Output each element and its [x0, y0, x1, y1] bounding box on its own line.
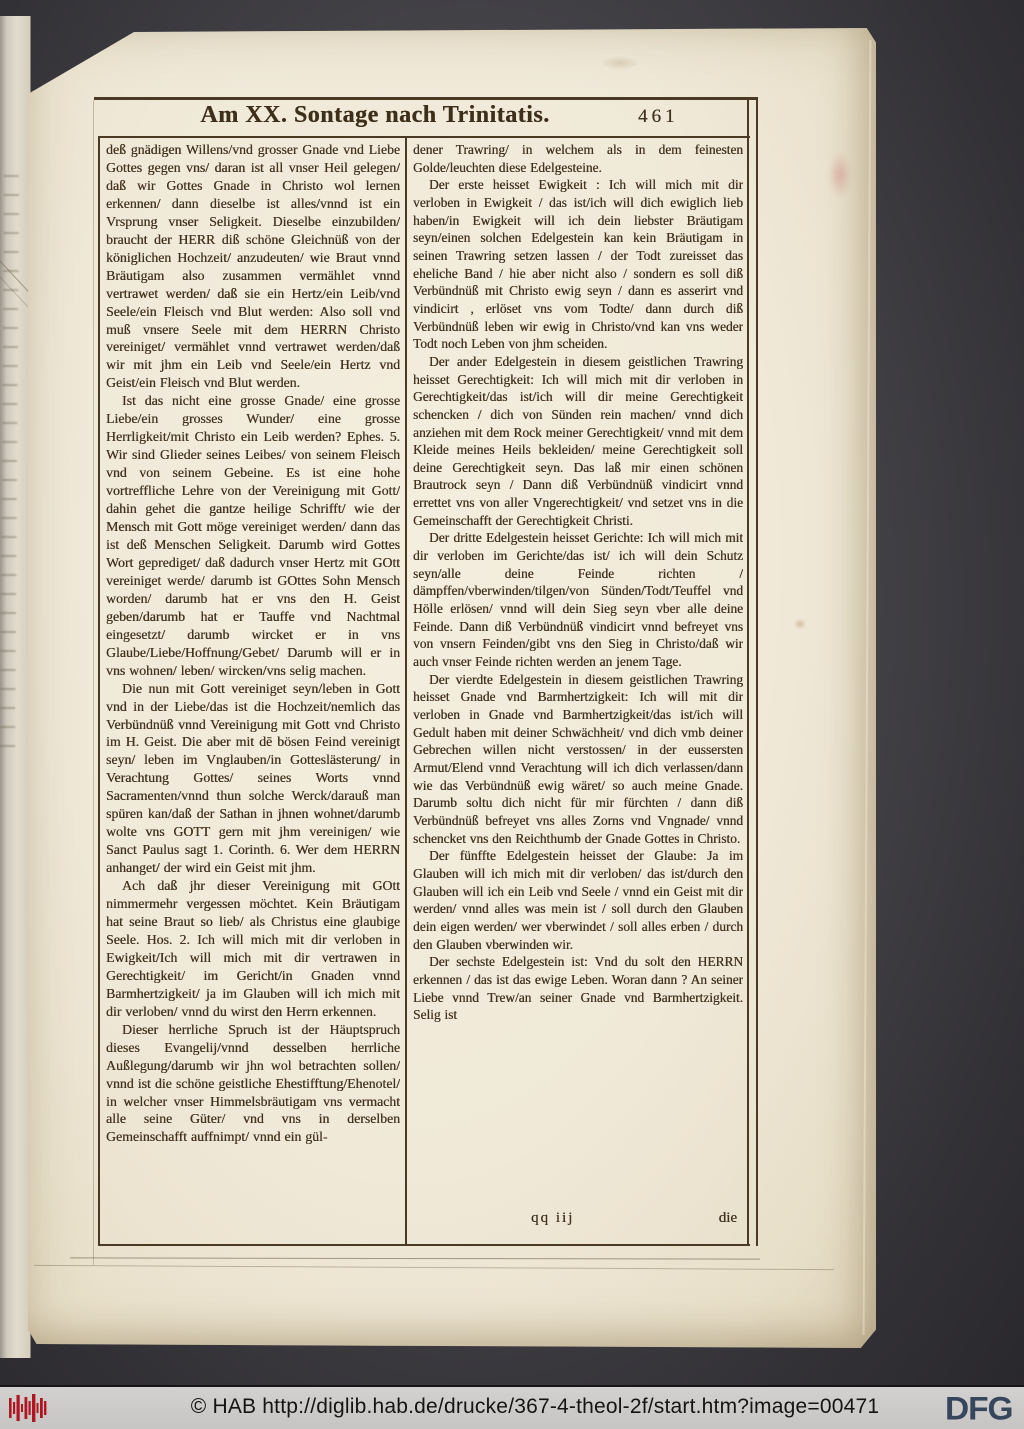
column-divider-rule — [405, 136, 407, 1246]
paragraph: Der erste heisset Ewigkeit : Ich will mich mit dir verloben in Ewigkeit / das ist/ich will dich ewiglich lieb haben/in Ewigkeit will ich dein liebster Bräutigam seyn/einen solchen Edelgestein kan kein Bräutigam in seinen Trawring setzen lassen / der Todt zureisset das eheliche Band / hie aber nicht also / sondern es soll diß Verbündnüß mit Christo ewig seyn / dann es asserirt vnd vindicirt , erlöset vns vom Todte/ dann durch diß Verbündnüß leben wir ewig in Christo/vnd kan vns weder Todt noch Leben von jhm scheiden. — [413, 177, 743, 352]
paragraph: Dieser herrliche Spruch ist der Häuptspruch dieses Evangelij/vnnd desselben herrliche Außlegung/darumb wir jhn wol betrachten sollen/ vnnd ist die schöne geistliche Ehestifftung/Ehenotel/ in welcher vnser Himmelsbräutigam vns vermacht alle seine Güter/ vnd vns in derselben Gemeinschafft auffnimpt/ vnnd ein gül- — [106, 1021, 400, 1145]
dfg-logo: DFG — [944, 1390, 1012, 1427]
paragraph: deß gnädigen Willens/vnd grosser Gnade vnd Liebe Gottes gegen vns/ daran ist all vnser Heil gelegen/ daß wir Gottes Gnade in Christo wol lernen erkennen/ dann dieselbe ist alles/vnnd ist ein Vrsprung vnser Seligkeit. Dieselbe einzubilden/ braucht der HERR diß schöne Gleichnüß von der königlichen Hochzeit/ anzudeuten/ wie Braut vnnd Bräutigam also zusammen vermählet vnnd vertrawet werden/ daß sie ein Hertz/ein Leib/vnd Seele/ein Fleisch vnd Blut werden: Also soll vnd muß vnsere Seele mit dem HERRN Christo vereiniget/ vermählet vnnd vertrawet werden/daß wir mit jhm ein Leib vnd Seele/ein Hertz vnd Geist/ein Fleisch vnd Blut werden. — [106, 142, 400, 391]
paragraph: Der fünffte Edelgestein heisset der Glaube: Ja im Glauben will ich mich mit dir verloben/ das ist/durch den Glauben will ich ein Leib vnd Seele / vnnd ein Geist mit dir werden/ vnnd alles was mein ist / soll durch den Glauben dein eigen werden/ wer vberwindet / soll alles erben / durch den Glauben vberwinden wir. — [413, 848, 743, 952]
page-title: Am XX. Sontage nach Trinitatis. — [200, 102, 550, 128]
paper-stain — [828, 152, 852, 198]
text-column-left — [106, 141, 400, 1243]
page-fold-line — [93, 100, 94, 1265]
hab-barcode-icon — [8, 1392, 50, 1424]
frame-left-rule — [98, 136, 100, 1246]
frame-top-rule — [98, 136, 750, 138]
catchword: die — [718, 1209, 737, 1226]
paragraph: Ach daß jhr dieser Vereinigung mit GOtt nimmermehr vergessen möchtet. Kein Bräutigam hat seine Braut so lieb/ als Christus eine glaubige Seele. Hos. 2. Ich will mich mit dir verloben in Ewigkeit/Ich will mich mit dir vertrawen in Gerechtigkeit/ im Gericht/in Gnaden vnnd Barmhertzigkeit/ ja im Glauben will ich mich mit dir verloben/ vnnd du wirst den Herrn erkennen. — [106, 878, 400, 1019]
page-number: 461 — [638, 106, 679, 127]
paragraph: Ist das nicht eine grosse Gnade/ eine grosse Liebe/ein grosses Wunder/ eine grosse Herrligkeit/mit Christo ein Leib werden? Ephes. 5. Wir sind Glieder seines Leibes/ von seinem Fleisch vnd von seinem Gebeine. Es ist eine hohe vortreffliche Lehre von der Vereinigung mit Gott/ dahin gehet die gantze heilige Schrifft/ wie der Mensch mit Gott möge vereiniget werden/ dann das ist deß Menschen Seligkeit. Darumb wird Gottes Wort geprediget/ daß dadurch vnser Hertz mit GOtt vereiniget werde/ darumb ist GOttes Sohn Mensch worden/ darumb hat er vns den H. Geist geben/darumb hat er Tauffe vnd Nachtmal eingesetzt/ darumb wircket er in vns Glaube/Liebe/Hoffnung/Gebet/ Darumb will er in vns wohnen/ leben/ wircken/vns selig machen. — [106, 393, 400, 678]
footer-bar — [0, 1385, 1024, 1429]
frame-bottom-rule — [98, 1244, 750, 1246]
gathering-signature: qq iij — [531, 1209, 575, 1226]
signature-line — [413, 1206, 743, 1230]
paragraph: Der dritte Edelgestein heisset Gerichte: Ich will mich mit dir verloben im Gerichte/das ist/ ich will dein Schutz seyn/alle deine Feinde richten / dämpffen/vberwinden/tilgen/von Sünden/Todt/Teuffel vnd Hölle erlösen/ vnnd will dein Sieg seyn vber alle deine Feinde. Dann diß Verbündnüß vindicirt vnnd befreyet vns von vnsern Feinden/gibt vns den Sieg in Christo/daß wir auch vnser Feinde richten werden an jenem Tage. — [413, 530, 743, 670]
paper-stain — [793, 618, 807, 630]
copyright-url-text: © HAB http://diglib.hab.de/drucke/367-4-theol-2f/start.htm?image=00471 — [190, 1395, 880, 1418]
paragraph: Der ander Edelgestein in diesem geistlichen Trawring heisset Gerechtigkeit: Ich will mich mit dir verloben in Gerechtigkeit/das ist/ich will dir meine Gerechtigkeit schencken / dich von Sünden rein machen/ vnnd dich anziehen mit dem Rock meiner Gerechtigkeit/ vnnd mit dem Kleide meines Heils bekleiden/ meine Gerechtigkeit soll deine Gerechtigkeit seyn. Das laß mir einen schönen Brautrock seyn / Dann diß Verbündnüß vindicirt vnnd errettet vns von aller Vngerechtigkeit/ vnd setzet vns in die Gemeinschafft der Gerechtigkeit Christi. — [413, 353, 743, 528]
paragraph: Die nun mit Gott vereiniget seyn/leben in Gott vnd in der Liebe/das ist die Hochzeit/nemlich das Verbündnüß vnnd Vereinigung mit Gott vnd Christo im H. Geist. Die aber mit dē bösen Feind vereinigt seyn/ leben im Vnglauben/in Gotteslästerung/ in Verachtung Gottes/ seines Worts vnnd Sacramenten/vnnd thun solche Werck/darauß man spüren kan/daß der Sathan in jhnen wohnet/darumb wolte vns GOTT gern mit jhm vereinigen/ wie Sanct Paulus sagt 1. Corinth. 6. Wer dem HERRN anhanget/ der wird ein Geist mit jhm. — [106, 680, 400, 876]
frame-outer-right-rule — [756, 97, 758, 1246]
text-column-right — [413, 141, 743, 1204]
paragraph: Der vierdte Edelgestein in diesem geistlichen Trawring heisset Gnade vnd Barmhertzigkeit: Ich will mit dir verloben in Gnade vnd Barmhertzigkeit/das ist/ich will Gedult haben mit deiner Schwächheit/ vnd dich vmb deiner Gebrechen willen nicht verstossen/ in der eussersten Armut/Elend vnnd Verachtung will ich dich verlassen/dann wie das Verbündnüß ewig wäret/ so auch meine Gnade. Darumb soltu dich nicht für mir fürchten / dann diß Verbündnüß befreyet vns alles Zorns vnd Vngnade/ vnnd schencket vns den Reichthumb der Gnade Gottes in Christo. — [413, 671, 743, 846]
header-top-rule — [94, 97, 758, 100]
frame-right-rule — [747, 97, 749, 1246]
paper-stain — [600, 56, 640, 70]
paragraph: Der sechste Edelgestein ist: Vnd du solt den HERRN erkennen / das ist das ewige Leben. Woran dann ? An seiner Liebe vnnd Trew/an seiner Gnade vnd Barmhertzigkeit. Selig ist — [413, 954, 743, 1023]
paragraph: dener Trawring/ in welchem als in dem feinesten Golde/leuchten diese Edelgesteine. — [413, 142, 743, 175]
